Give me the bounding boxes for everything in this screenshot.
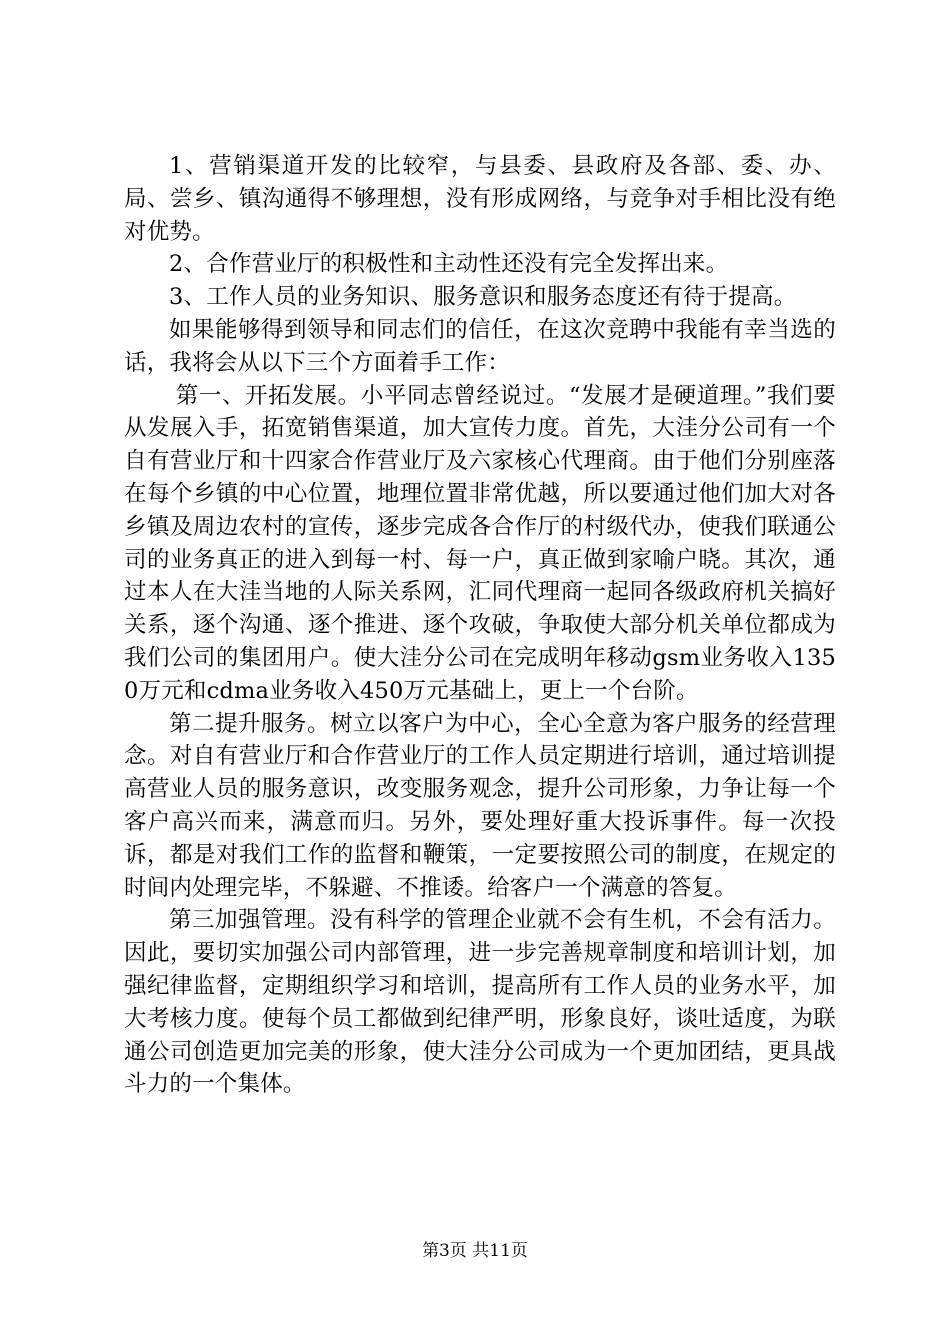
- paragraph-management: 第三加强管理。没有科学的管理企业就不会有生机，不会有活力。因此，要切实加强公司内部管理，进一步完善规章制度和培训计划，加强纪律监督，定期组织学习和培训，提高所有工作人员的业务水平，加大考核力度。使每个员工都做到纪律严明，形象良好，谈吐适度，为联通公司创造更加完美的形象，使大洼分公司成为一个更加团结，更具战斗力的一个集体。: [124, 907, 836, 1098]
- page-number: 第3页 共11页: [422, 1241, 528, 1261]
- paragraph-issue-2: 2、合作营业厅的积极性和主动性还没有完全发挥出来。: [169, 251, 729, 278]
- paragraph-issue-3: 3、工作人员的业务知识、服务意识和服务态度还有待于提高。: [169, 284, 797, 311]
- paragraph-issue-1: 1、营销渠道开发的比较窄，与县委、县政府及各部、委、办、局、尝乡、镇沟通得不够理想，没有形成网络，与竞争对手相比没有绝对优势。: [124, 153, 836, 245]
- paragraph-develop: 第一、开拓发展。小平同志曾经说过。“发展才是硬道理。”我们要从发展入手，拓宽销售渠道，加大宣传力度。首先，大洼分公司有一个自有营业厅和十四家合作营业厅及六家核心代理商。由于他们分别座落在每个乡镇的中心位置，地理位置非常优越，所以要通过他们加大对各乡镇及周边农村的宣传，逐步完成各合作厅的村级代办，使我们联通公司的业务真正的进入到每一村、每一户，真正做到家喻户晓。其次，通过本人在大洼当地的人际关系网，汇同代理商一起同各级政府机关搞好关系，逐个沟通、逐个推进、逐个攻破，争取使大部分机关单位都成为我们公司的集团用户。使大洼分公司在完成明年移动gsm业务收入1350万元和cdma业务收入450万元基础上，更上一个台阶。: [124, 382, 836, 704]
- document-body: [124, 150, 836, 1101]
- page-footer: [0, 1241, 950, 1261]
- paragraph-service: 第二提升服务。树立以客户为中心，全心全意为客户服务的经营理念。对自有营业厅和合作营业厅的工作人员定期进行培训，通过培训提高营业人员的服务意识，改变服务观念，提升公司形象，力争让每一个客户高兴而来，满意而归。另外，要处理好重大投诉事件。每一次投诉，都是对我们工作的监督和鞭策，一定要按照公司的制度，在规定的时间内处理完毕，不躲避、不推诿。给客户一个满意的答复。: [124, 710, 836, 901]
- paragraph-intro: 如果能够得到领导和同志们的信任，在这次竞聘中我能有幸当选的话，我将会从以下三个方面着手工作：: [124, 316, 836, 376]
